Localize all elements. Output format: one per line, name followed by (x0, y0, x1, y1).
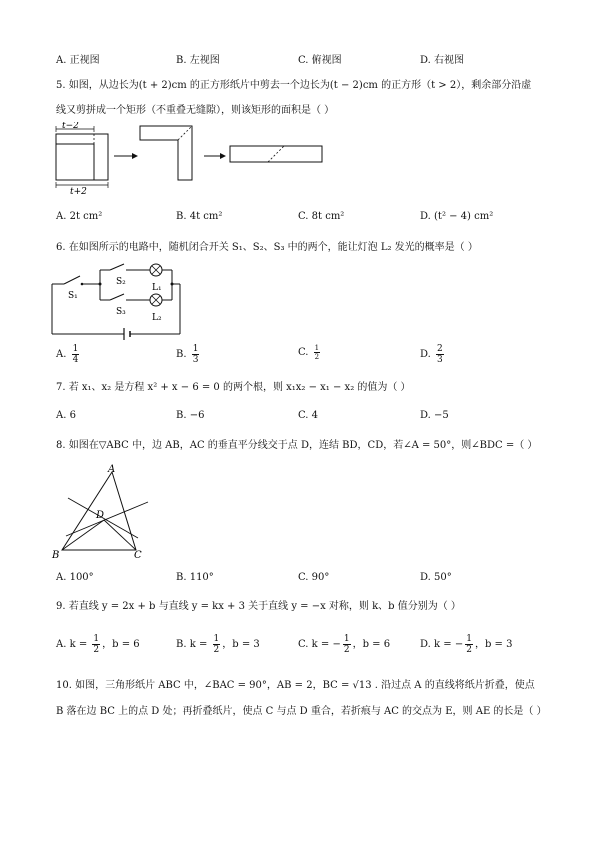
q7-option-a: A. 6 (56, 410, 76, 421)
switch-s1-icon (64, 276, 80, 284)
q8-stem: 8. 如图在▽ABC 中，边 AB，AC 的垂直平分线交于点 D，连结 BD，CD，若∠A = 50°，则∠BDC =（ ） (56, 440, 538, 451)
q6-option-a: A. $\frac{1}{4}$ (56, 344, 79, 365)
q6-label-s2: S₂ (116, 277, 126, 287)
q9-option-a: A. k = $\frac{1}{2}$ ，b = 6 (56, 634, 140, 655)
fraction: $\frac{1}{2}$ (213, 634, 220, 655)
q5-stem-line2: 线又剪拼成一个矩形（不重叠无缝隙），则该矩形的面积是（ ） (56, 105, 335, 116)
q7-option-c: C. 4 (298, 410, 319, 421)
q8-options (56, 572, 536, 586)
switch-s2-icon (110, 264, 124, 270)
q8-label-a: A (108, 464, 116, 475)
q9-option-c: C. k = − $\frac{1}{2}$ ，b = 6 (298, 634, 391, 655)
q4-option-c: C. 俯视图 (298, 55, 342, 66)
q8-triangle-figure (48, 462, 158, 562)
q6-stem: 6. 在如图所示的电路中，随机闭合开关 S₁、S₂、S₃ 中的两个，能让灯泡 L₂ 发光的概率是（ ） (56, 242, 478, 253)
fraction: $\frac{1}{2}$ (343, 634, 350, 655)
q5-options (56, 211, 536, 225)
q5-option-a: A. 2t cm² (56, 211, 103, 222)
q6-label-s3: S₃ (116, 307, 126, 317)
q9-option-b: B. k = $\frac{1}{2}$ ，b = 3 (176, 634, 260, 655)
q4-option-a: A. 正视图 (56, 55, 100, 66)
q9-stem: 9. 若直线 y = 2x + b 与直线 y = kx + 3 关于直线 y = −x 对称，则 k、b 值分别为（ ） (56, 601, 461, 612)
q5-stem-line1: 5. 如图，从边长为(t + 2)cm 的正方形纸片中剪去一个边长为(t − 2)cm 的正方形（t > 2），剩余部分沿虚 (56, 80, 532, 91)
q5-option-b: B. 4t cm² (176, 211, 223, 222)
q5-figure (40, 122, 340, 194)
fraction: $\frac{1}{4}$ (72, 344, 79, 365)
q6-options (56, 344, 536, 374)
q8-label-c: C (134, 550, 142, 561)
q6-circuit-figure (42, 262, 202, 342)
fraction: $\frac{1}{2}$ (314, 344, 320, 361)
q4-options (56, 51, 536, 65)
q5-label-t-minus-2: t−2 (62, 122, 79, 131)
fraction: $\frac{1}{2}$ (93, 634, 100, 655)
q6-label-s1: S₁ (68, 291, 78, 301)
q9-options (56, 634, 536, 660)
q8-label-b: B (52, 550, 60, 561)
q5-option-c: C. 8t cm² (298, 211, 345, 222)
q8-label-d: D (96, 510, 105, 521)
fraction: $\frac{1}{3}$ (192, 344, 199, 365)
q10-stem-line1: 10. 如图，三角形纸片 ABC 中，∠BAC = 90°，AB = 2，BC = √13 . 沿过点 A 的直线将纸片折叠，使点 (56, 680, 535, 691)
q6-option-d: D. $\frac{2}{3}$ (420, 344, 443, 365)
q4-option-b: B. 左视图 (176, 55, 220, 66)
q6-option-b: B. $\frac{1}{3}$ (176, 344, 199, 365)
q5-option-d: D. (t² − 4) cm² (420, 211, 494, 222)
q4-option-d: D. 右视图 (420, 55, 465, 66)
q8-option-b: B. 110° (176, 572, 214, 583)
q8-option-d: D. 50° (420, 572, 452, 583)
q7-option-d: D. −5 (420, 410, 449, 421)
switch-s3-icon (110, 294, 124, 300)
q6-label-l2: L₂ (152, 313, 162, 323)
q5-label-t-plus-2: t+2 (70, 187, 87, 194)
q10-stem-line2: B 落在边 BC 上的点 D 处；再折叠纸片，使点 C 与点 D 重合，若折痕与 AC 的交点为 E，则 AE 的长是（ ） (56, 706, 547, 717)
q9-option-d: D. k = − $\frac{1}{2}$ ，b = 3 (420, 634, 513, 655)
fraction: $\frac{2}{3}$ (437, 344, 443, 365)
arrow-icon (132, 153, 138, 159)
arrow-icon (220, 153, 226, 159)
q6-option-c: C. $\frac{1}{2}$ (298, 344, 320, 361)
q8-option-c: C. 90° (298, 572, 330, 583)
q7-stem: 7. 若 x₁、x₂ 是方程 x² + x − 6 = 0 的两个根，则 x₁x₂ − x₁ − x₂ 的值为（ ） (56, 382, 411, 393)
fraction: $\frac{1}{2}$ (466, 634, 472, 655)
q7-options (56, 410, 536, 424)
q7-option-b: B. −6 (176, 410, 205, 421)
q8-option-a: A. 100° (56, 572, 94, 583)
q6-label-l1: L₁ (152, 283, 162, 293)
